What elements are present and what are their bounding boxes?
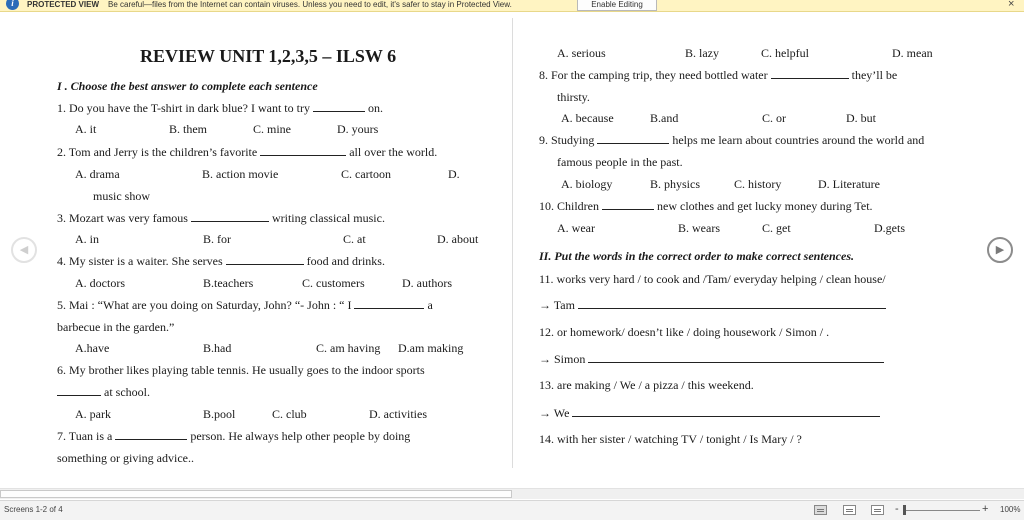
- horizontal-scrollbar[interactable]: [0, 488, 1024, 499]
- option: A. it: [75, 122, 97, 136]
- document-page-right: [537, 13, 977, 473]
- answer-blank: [115, 430, 187, 440]
- question-8-text: 8. For the camping trip, they need bottled water: [539, 68, 768, 82]
- answer-blank: [57, 386, 101, 396]
- question-4-text: 4. My sister is a waiter. She serves: [57, 254, 223, 268]
- option: B. wears: [678, 221, 720, 235]
- answer-blank: [588, 353, 884, 363]
- question-6: 6. My brother likes playing table tennis. He usually goes to the indoor sports: [57, 363, 425, 377]
- option: A. serious: [557, 46, 606, 60]
- option: A. biology: [561, 177, 613, 191]
- answer-blank: [602, 200, 654, 210]
- option: B.teachers: [203, 276, 254, 290]
- status-bar: [0, 500, 1024, 520]
- question-2-text-end: all over the world.: [349, 145, 438, 159]
- document-page-left: [57, 13, 497, 473]
- read-mode-icon[interactable]: [814, 505, 827, 515]
- enable-editing-button[interactable]: Enable Editing: [577, 0, 657, 11]
- question-2: [57, 145, 437, 159]
- option: B.and: [650, 111, 679, 125]
- section-heading-2: II. Put the words in the correct order to make correct sentences.: [539, 249, 854, 263]
- option: C. am having: [316, 341, 381, 355]
- document-title: REVIEW UNIT 1,2,3,5 – ILSW 6: [140, 46, 397, 66]
- question-2-text: 2. Tom and Jerry is the children’s favorite: [57, 145, 258, 159]
- option: C. history: [734, 177, 782, 191]
- answer-blank: [354, 299, 424, 309]
- option: C. mine: [253, 122, 291, 136]
- question-continuation: something or giving advice..: [57, 451, 194, 465]
- option: D. Literature: [818, 177, 880, 191]
- question-9: [539, 133, 924, 147]
- answer-start: → Simon: [539, 352, 586, 366]
- option: A. park: [75, 407, 111, 421]
- answer-blank: [260, 146, 346, 156]
- zoom-slider[interactable]: [905, 510, 980, 511]
- option: C. customers: [302, 276, 365, 290]
- option: A. doctors: [75, 276, 125, 290]
- web-layout-icon[interactable]: [871, 505, 884, 515]
- answer-blank: [572, 407, 880, 417]
- next-screen-button[interactable]: ▶: [987, 237, 1013, 263]
- option: B.had: [203, 341, 232, 355]
- option: A. in: [75, 232, 99, 246]
- page-divider: [512, 18, 513, 468]
- question-9-text: 9. Studying: [539, 133, 595, 147]
- option: B. for: [203, 232, 231, 246]
- option: D. but: [846, 111, 876, 125]
- option: C. club: [272, 407, 307, 421]
- zoom-slider-thumb[interactable]: [903, 505, 906, 515]
- question-4-text-end: food and drinks.: [306, 254, 385, 268]
- zoom-level[interactable]: 100%: [1000, 505, 1021, 514]
- question-9-text-end: helps me learn about countries around the world and: [672, 133, 925, 147]
- answer-line: [539, 352, 884, 366]
- close-icon[interactable]: ×: [1008, 0, 1015, 10]
- question-13: 13. are making / We / a pizza / this weekend.: [539, 378, 754, 392]
- question-8: [539, 68, 897, 82]
- answer-line: [539, 298, 886, 312]
- question-3-text-end: writing classical music.: [271, 211, 385, 225]
- section-heading-1: I . Choose the best answer to complete each sentence: [57, 79, 318, 93]
- option: A. drama: [75, 167, 120, 181]
- zoom-in-button[interactable]: +: [982, 503, 989, 515]
- option: A.have: [75, 341, 110, 355]
- answer-blank: [191, 212, 269, 222]
- answer-blank: [771, 69, 849, 79]
- question-7-text: 7. Tuan is a: [57, 429, 113, 443]
- option: C. cartoon: [341, 167, 391, 181]
- option: B. them: [169, 122, 207, 136]
- question-1-text-end: on.: [367, 101, 383, 115]
- question-7-text-end: person. He always help other people by doing: [190, 429, 411, 443]
- option: D.: [448, 167, 460, 181]
- option: D. about: [437, 232, 479, 246]
- option: D. mean: [892, 46, 933, 60]
- answer-line: [539, 406, 880, 420]
- question-5: [57, 298, 433, 312]
- scrollbar-thumb[interactable]: [0, 490, 512, 498]
- option: C. helpful: [761, 46, 809, 60]
- option: B. action movie: [202, 167, 279, 181]
- answer-blank: [597, 134, 669, 144]
- option: C. get: [762, 221, 791, 235]
- answer-blank: [226, 255, 304, 265]
- option: C. or: [762, 111, 786, 125]
- question-5-text-end: a: [427, 298, 433, 312]
- question-8-text-end: they’ll be: [851, 68, 898, 82]
- zoom-out-button[interactable]: -: [895, 503, 899, 515]
- question-10: [539, 199, 873, 213]
- screen-count: Screens 1-2 of 4: [4, 505, 63, 514]
- question-14: 14. with her sister / watching TV / tonight / Is Mary / ?: [539, 432, 802, 446]
- question-continuation: thirsty.: [557, 90, 590, 104]
- option: D.am making: [398, 341, 464, 355]
- question-3-text: 3. Mozart was very famous: [57, 211, 188, 225]
- previous-screen-button[interactable]: ◀: [11, 237, 37, 263]
- question-12: 12. or homework/ doesn’t like / doing housework / Simon / .: [539, 325, 830, 339]
- question-4: [57, 254, 385, 268]
- question-continuation: [57, 385, 150, 399]
- option: B. lazy: [685, 46, 719, 60]
- protected-view-title: PROTECTED VIEW: [27, 0, 100, 9]
- option: D. activities: [369, 407, 427, 421]
- protected-view-message: Be careful—files from the Internet can contain viruses. Unless you need to edit, it's safer to stay in Protected View.: [108, 0, 512, 9]
- option: D. yours: [337, 122, 379, 136]
- question-6-text-end: at school.: [104, 385, 150, 399]
- print-layout-icon[interactable]: [843, 505, 856, 515]
- option: A. because: [561, 111, 614, 125]
- answer-start: → Tam: [539, 298, 575, 312]
- option-continuation: music show: [93, 189, 150, 203]
- question-1-text: 1. Do you have the T-shirt in dark blue? I want to try: [57, 101, 310, 115]
- option: B. physics: [650, 177, 701, 191]
- question-continuation: barbecue in the garden.”: [57, 320, 175, 334]
- option: B.pool: [203, 407, 236, 421]
- question-continuation: famous people in the past.: [557, 155, 683, 169]
- question-3: [57, 211, 385, 225]
- answer-blank: [578, 299, 886, 309]
- option: A. wear: [557, 221, 595, 235]
- question-10-text: 10. Children: [539, 199, 599, 213]
- question-5-text: 5. Mai : “What are you doing on Saturday, John? “- John : “ I: [57, 298, 352, 312]
- question-7: [57, 429, 410, 443]
- question-1: [57, 101, 383, 115]
- question-10-text-end: new clothes and get lucky money during Tet.: [657, 199, 873, 213]
- option: C. at: [343, 232, 366, 246]
- option: D.gets: [874, 221, 905, 235]
- answer-blank: [313, 102, 365, 112]
- question-11: 11. works very hard / to cook and /Tam/ everyday helping / clean house/: [539, 272, 886, 286]
- answer-start: → We: [539, 406, 570, 420]
- protected-view-bar: [0, 0, 1024, 12]
- option: D. authors: [402, 276, 452, 290]
- info-icon: i: [6, 0, 19, 10]
